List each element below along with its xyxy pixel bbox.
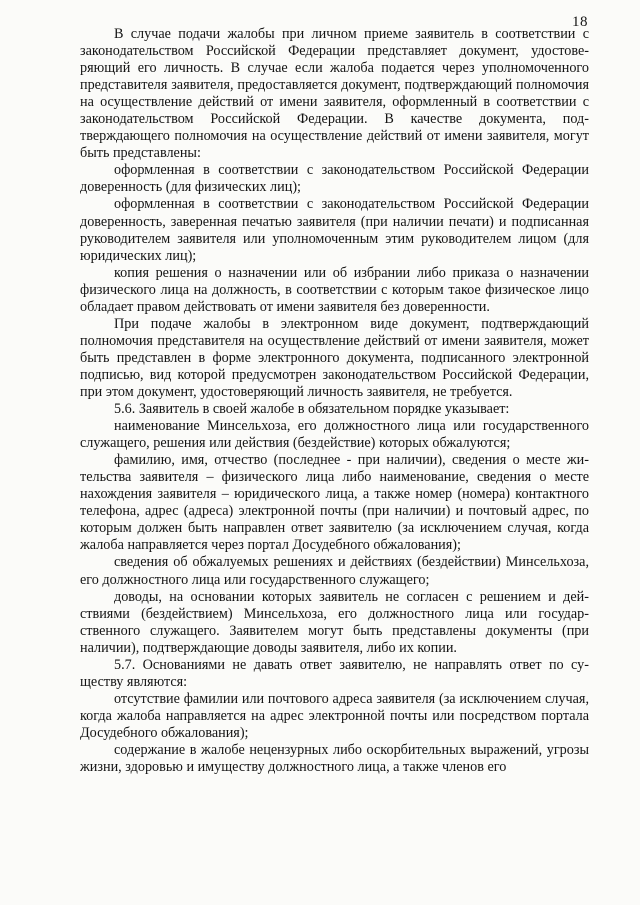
paragraph-electronic-submission: При подаче жалобы в электронном виде документ, подтверждающий полномочия представителя на осуществление действий от имени заявителя, может быть представлен в форме электронного документа, подписанного электронной подписью, вид которой предусмотрен законодательством Российской Федерации, при этом документ, удостоверяющий личность заявителя, не требуется. bbox=[80, 315, 589, 400]
paragraph-missing-name-or-address: отсутствие фамилии или почтового адреса заявителя (за исключением случая, когда жалоба направляется на адрес электронной почты или посредством портала Досудебного обжалования); bbox=[80, 690, 589, 741]
paragraph-arguments: доводы, на основании которых заявитель не согласен с решением и действиями (бездействием) Минсельхоза, его должностного лица или государственного служащего. Заявителем могут быть представлены документы (при наличии), подтверждающие доводы заявителя, либо их копии. bbox=[80, 588, 589, 656]
paragraph-appointment-decision-copy: копия решения о назначении или об избрании либо приказа о назначении физического лица на должность, в соответствии с которым такое физическое лицо обладает правом действовать от имени заявителя без доверенности. bbox=[80, 264, 589, 315]
paragraph-power-of-attorney-legal-entities: оформленная в соответствии с законодательством Российской Федерации доверенность, заверенная печатью заявителя (при наличии печати) и подписанная руководителем заявителя или уполномоченным этим руководителем лицом (для юридических лиц); bbox=[80, 196, 589, 264]
page-number: 18 bbox=[572, 14, 588, 30]
paragraph-offensive-content: содержание в жалобе нецензурных либо оскорбительных выражений, угрозы жизни, здоровью и имуществу должностного лица, а также членов его bbox=[80, 741, 589, 776]
paragraph-section-5-6-heading: 5.6. Заявитель в своей жалобе в обязательном порядке указывает: bbox=[114, 401, 510, 418]
document-body bbox=[80, 26, 589, 776]
paragraph-section-5-7-heading: 5.7. Основаниями не давать ответ заявителю, не направлять ответ по существу являются: bbox=[80, 656, 589, 690]
paragraph-appealed-decisions: сведения об обжалуемых решениях и действиях (бездействии) Минсельхоза, его должностного лица или государственного служащего; bbox=[80, 554, 589, 588]
paragraph-power-of-attorney-individuals: оформленная в соответствии с законодательством Российской Федерации доверенность (для физических лиц); bbox=[80, 162, 589, 196]
paragraph-ministry-name: наименование Минсельхоза, его должностного лица или государственного служащего, решения или действия (бездействие) которых обжалуются; bbox=[80, 418, 589, 452]
paragraph-applicant-details: фамилию, имя, отчество (последнее - при наличии), сведения о месте жительства заявителя – физического лица либо наименование, сведения о месте нахождения заявителя – юридического лица, а также номер (номера) контактного телефона, адрес (адреса) электронной почты (при наличии) и почтовый адрес, по которым должен быть направлен ответ заявителю (за исключением случая, когда жалоба направляется через портал Досудебного обжалования); bbox=[80, 452, 589, 554]
paragraph-identity-document: В случае подачи жалобы при личном приеме заявитель в соответствии с законодательством Российской Федерации представляет документ, удостоверяющий его личность. В случае если жалоба подается через уполномоченного представителя заявителя, предоставляется документ, подтверждающий полномочия на осуществление действий от имени заявителя, оформленный в соответствии с законодательством Российской Федерации. В качестве документа, подтверждающего полномочия на осуществление действий от имени заявителя, могут быть представлены: bbox=[80, 26, 589, 162]
